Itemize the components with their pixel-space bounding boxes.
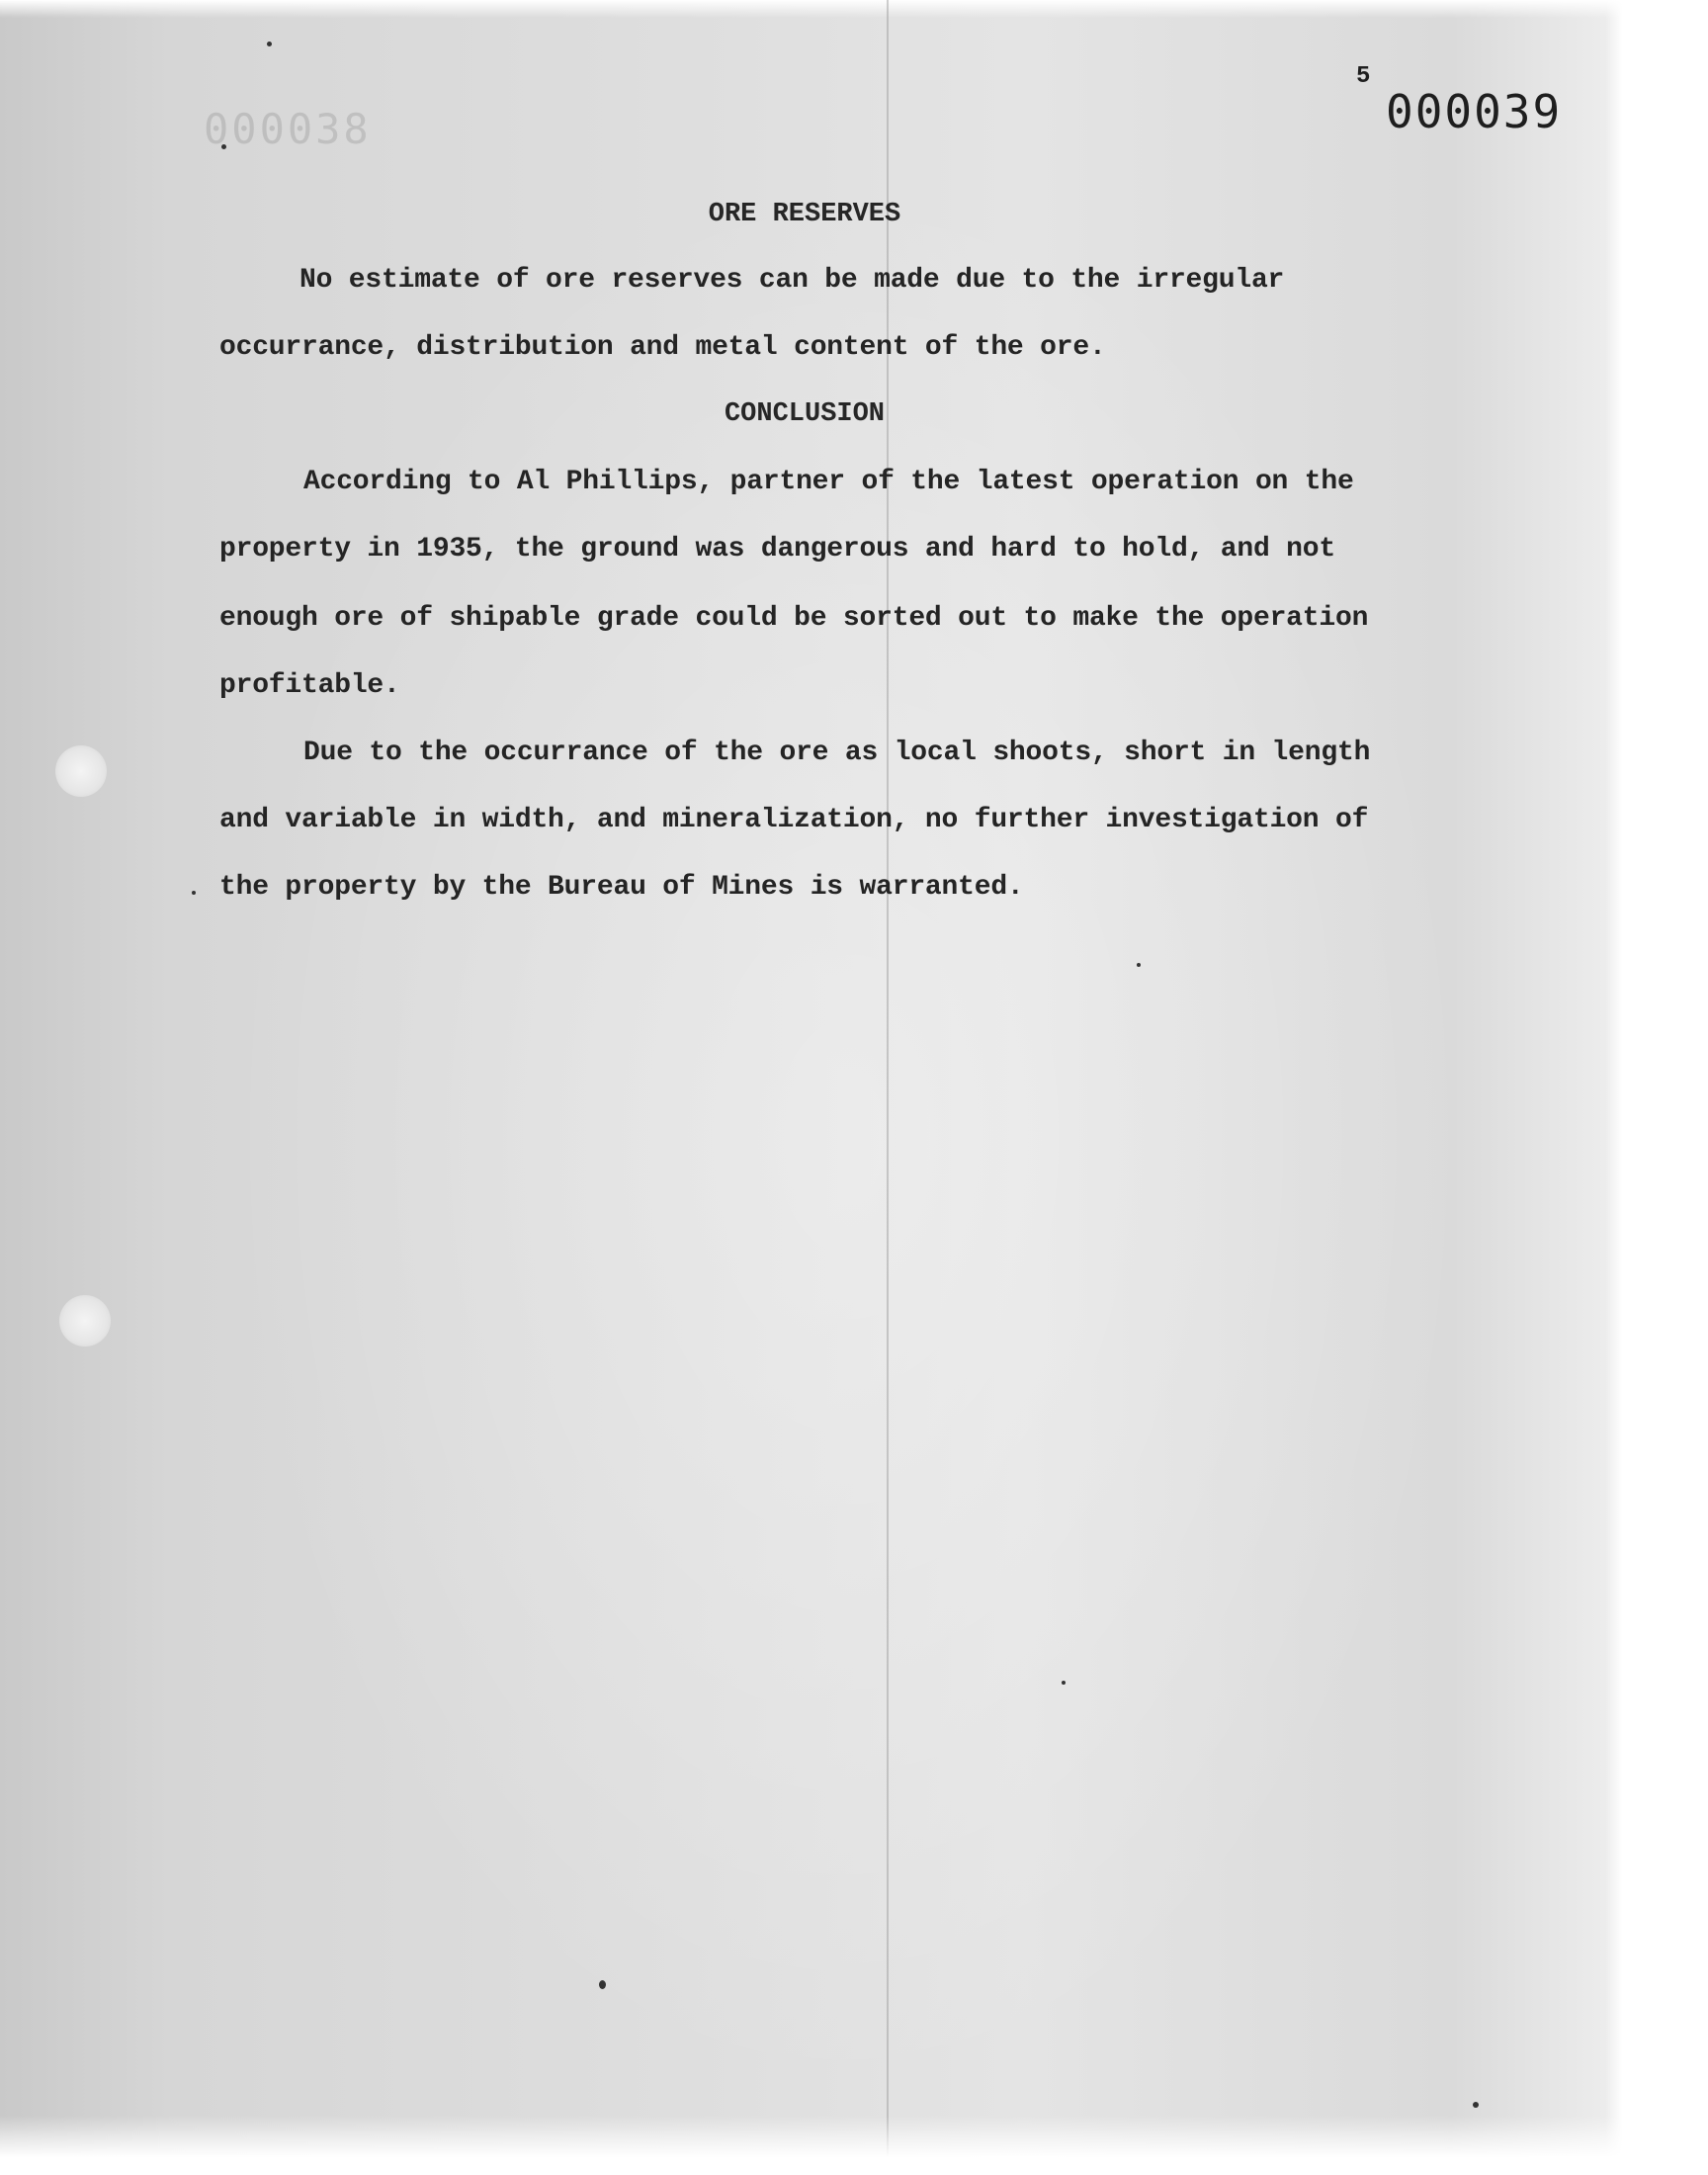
body-line: the property by the Bureau of Mines is warranted. xyxy=(219,872,1024,903)
body-line: Due to the occurrance of the ore as local shoots, short in length xyxy=(303,738,1371,768)
body-line: According to Al Phillips, partner of the latest operation on the xyxy=(303,467,1354,497)
document-number: 000039 xyxy=(1386,85,1563,138)
section-heading-conclusion: CONCLUSION xyxy=(724,399,886,429)
body-line: enough ore of shipable grade could be sorted out to make the operation xyxy=(219,603,1369,634)
scan-speck xyxy=(599,1980,606,1989)
scan-speck xyxy=(192,891,196,895)
body-line: property in 1935, the ground was dangerous and hard to hold, and not xyxy=(219,534,1335,565)
punch-hole-upper xyxy=(55,745,107,797)
fold-line xyxy=(887,0,889,2175)
page-number: 5 xyxy=(1356,63,1371,90)
body-line: and variable in width, and mineralization, no further investigation of xyxy=(219,805,1369,835)
scan-top-edge xyxy=(0,0,1708,18)
punch-hole-lower xyxy=(59,1295,111,1347)
bleed-through-number: 000038 xyxy=(204,105,372,153)
body-line: No estimate of ore reserves can be made due to the irregular xyxy=(299,265,1285,296)
scan-speck xyxy=(1473,2102,1479,2108)
scan-speck xyxy=(1137,963,1141,967)
section-heading-ore-reserves: ORE RESERVES xyxy=(708,200,901,229)
scan-speck xyxy=(267,42,272,46)
body-line: occurrance, distribution and metal content of the ore. xyxy=(219,332,1106,363)
scan-bottom-edge xyxy=(0,2116,1708,2175)
body-line: profitable. xyxy=(219,670,400,701)
scan-speck xyxy=(1062,1681,1066,1685)
